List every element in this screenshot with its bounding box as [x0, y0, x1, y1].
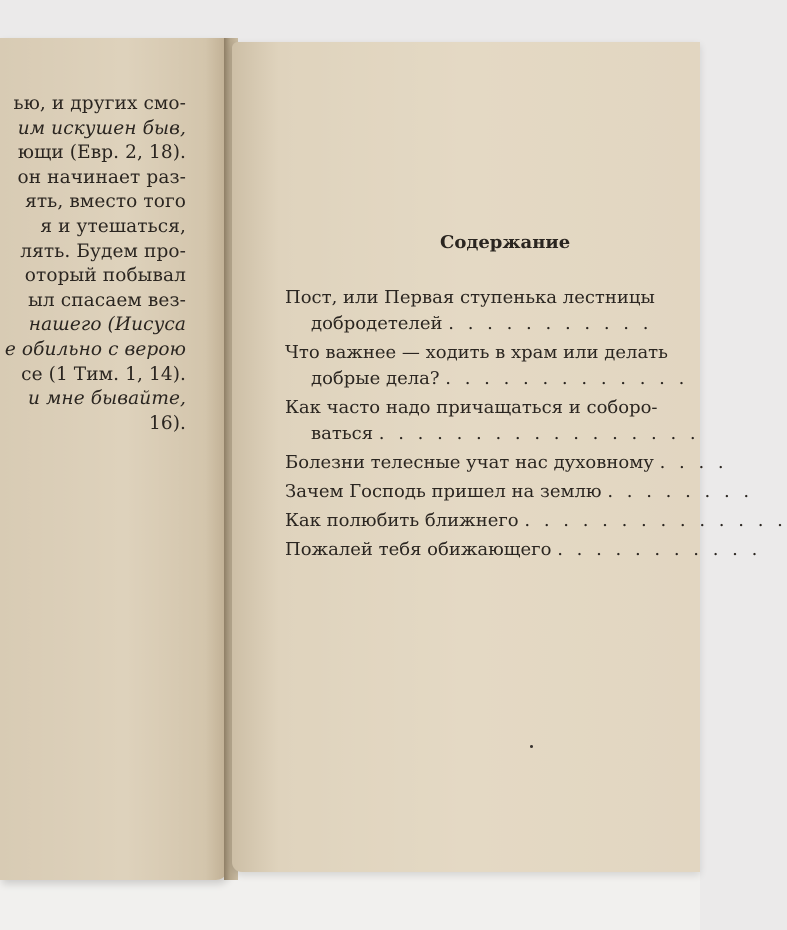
toc-entry-line	[285, 311, 787, 337]
toc-entry-line	[285, 537, 787, 563]
left-text-line: 16).	[148, 412, 186, 434]
toc-entry-line	[285, 395, 787, 421]
toc-entry[interactable]	[285, 395, 787, 447]
toc-leader-dots: . . . . . . . .	[607, 481, 754, 502]
toc-leader-dots: . . . . . . . . . . .	[448, 313, 653, 334]
left-text-line: ыл спасаем вез-	[28, 289, 186, 311]
toc-entry-text: Зачем Господь пришел на землю	[285, 481, 602, 502]
left-text-line: он начинает раз-	[17, 166, 186, 188]
toc-entry[interactable]	[285, 340, 787, 392]
toc-entry[interactable]	[285, 450, 787, 476]
toc-entry-line	[285, 285, 787, 311]
left-text-line: ью, и других смо-	[13, 93, 186, 114]
left-text-line: и мне бывайте,	[28, 388, 186, 410]
right-page	[232, 42, 787, 872]
toc-leader-dots: . . . . . . . . . . .	[557, 539, 762, 560]
toc-leader-dots: . . . . . . . . . . . . . .	[524, 510, 787, 531]
toc-entry-text: Что важнее — ходить в храм или делать	[285, 342, 668, 363]
left-text-line: ющи (Евр. 2, 18).	[17, 142, 186, 164]
left-text-line: оторый побывал	[24, 265, 186, 287]
toc-entry-text: добродетелей	[311, 313, 443, 334]
left-text-line: ять, вместо того	[25, 191, 186, 213]
table-of-contents	[285, 285, 787, 566]
toc-entry[interactable]	[285, 508, 787, 534]
toc-entry[interactable]	[285, 479, 787, 505]
toc-entry-line	[285, 366, 787, 392]
toc-entry-line	[285, 421, 787, 447]
page-speck	[530, 745, 533, 748]
left-text-line: се (1 Тим. 1, 14).	[21, 363, 186, 385]
left-text-line: е обильно с верою	[4, 338, 186, 360]
toc-entry-text: добрые дела?	[311, 368, 440, 389]
toc-entry-text: ваться	[311, 423, 374, 444]
left-text-line: им искушен быв,	[17, 117, 186, 139]
toc-entry-text: Как полюбить ближнего	[285, 510, 519, 531]
toc-entry[interactable]	[285, 285, 787, 337]
left-text-line: нашего (Иисуса	[28, 314, 186, 336]
toc-entry-line	[285, 340, 787, 366]
toc-entry[interactable]	[285, 537, 787, 563]
left-page-text	[5, 92, 186, 436]
contents-title: Содержание	[440, 232, 571, 253]
toc-entry-text: Болезни телесные учат нас духовному	[285, 452, 654, 473]
left-page	[0, 38, 228, 880]
toc-leader-dots: . . . . . . . . . . . . . . . . .	[378, 423, 700, 444]
toc-entry-text: Пост, или Первая ступенька лестницы	[285, 287, 655, 308]
left-text-line: я и утешаться,	[40, 215, 186, 237]
left-text-line: лять. Будем про-	[20, 240, 186, 262]
toc-entry-text: Пожалей тебя обижающего	[285, 539, 552, 560]
toc-entry-line	[285, 450, 787, 476]
toc-entry-text: Как часто надо причащаться и соборо-	[285, 397, 658, 418]
toc-entry-line	[285, 508, 787, 534]
toc-leader-dots: . . . . . . . . . . . . .	[445, 368, 689, 389]
toc-leader-dots: . . . .	[659, 452, 728, 473]
toc-entry-line	[285, 479, 787, 505]
